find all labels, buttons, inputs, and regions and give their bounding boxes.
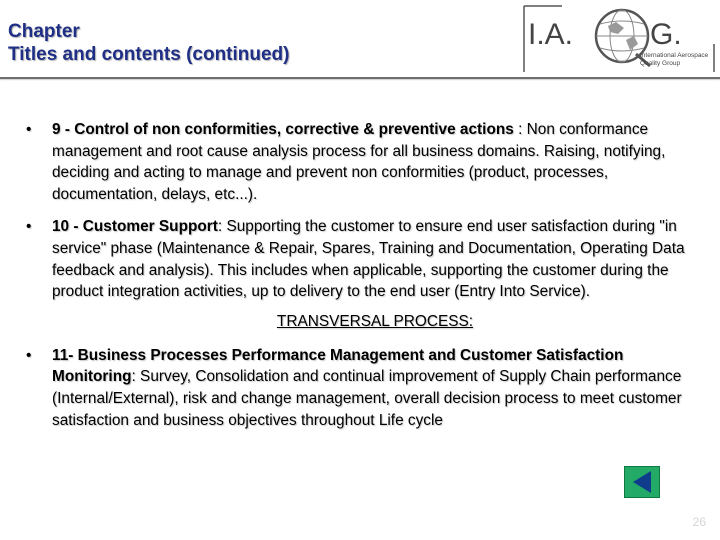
iaqg-logo-graphic <box>522 4 718 74</box>
item-text: : Supporting the customer to ensure end user satisfaction during "in service" phase (Maintenance & Repair, Spares, Training and Documentation, Operating Data feedback and analysis). This includes when applicable, supporting the customer during the product integration activities, up to delivery to the end user (Entry Into Service). <box>52 218 685 301</box>
logo-letters-right: G. <box>650 18 682 51</box>
iaqg-logo <box>522 4 718 74</box>
bullet-item-9 <box>26 119 706 205</box>
item-text: : Survey, Consolidation and continual improvement of Supply Chain performance (Internal/External), risk and change management, overall decision process to meet customer satisfaction and business objectives throughout Life cycle <box>52 368 682 429</box>
bullet-icon: • <box>26 218 32 236</box>
logo-text-line-1: International Aerospace <box>640 52 709 59</box>
slide-title <box>8 20 368 66</box>
page-number: 26 <box>692 515 706 529</box>
logo-text-line-2: Quality Group <box>640 60 681 67</box>
bullet-icon: • <box>26 121 32 138</box>
header-divider <box>0 77 720 79</box>
item-heading: 10 - Customer Support <box>52 218 218 236</box>
slide-title-line-2: Titles and contents (continued) <box>8 44 290 65</box>
bullet-item-10 <box>26 216 706 302</box>
item-heading: 9 - Control of non conformities, corrective & preventive actions <box>52 121 514 138</box>
item-text: : Non conformance management and root cause analysis process for all business domains. Raising, notifying, deciding and acting to manage and prevent non conformities (product, processes, documentation, delays, etc...). <box>52 121 666 203</box>
bullet-icon: • <box>26 346 32 364</box>
back-arrow-icon <box>625 467 659 497</box>
item-heading: 11- Business Processes Performance Management and Customer Satisfaction Monitoring <box>52 346 624 386</box>
transversal-heading: TRANSVERSAL PROCESS: <box>276 312 474 330</box>
slide-content <box>26 119 706 431</box>
bullet-item-11 <box>26 345 706 431</box>
logo-letters-left: I.A. <box>528 18 574 51</box>
back-nav-button[interactable] <box>624 466 660 498</box>
slide-title-line-1: Chapter <box>8 21 80 42</box>
